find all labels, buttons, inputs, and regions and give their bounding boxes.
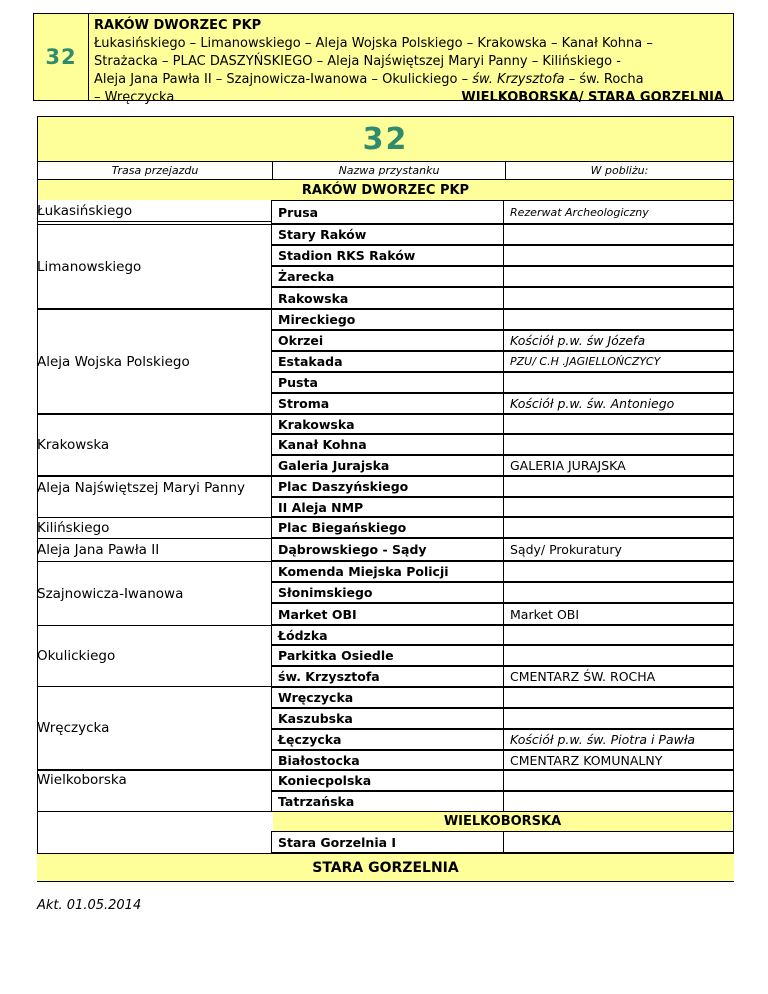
stop-stara-gorzelnia: Stara Gorzelnia I — [271, 831, 504, 853]
stop-nearby: Rezerwat Archeologiczny — [504, 200, 734, 224]
stop-name: Estakada — [271, 351, 504, 372]
stop-nearby — [504, 561, 734, 582]
stop-name: Stary Raków — [271, 224, 504, 245]
stop-name: św. Krzysztofa — [271, 666, 504, 687]
stop-nearby — [504, 372, 734, 393]
stop-name: Wręczycka — [271, 687, 504, 708]
header-route-line-1: Łukasińskiego – Limanowskiego – Aleja Wojska Polskiego – Krakowska – Kanał Kohna – — [94, 36, 653, 51]
route-limanowskiego: Limanowskiego — [37, 224, 271, 309]
start-terminal: RAKÓW DWORZEC PKP — [38, 179, 733, 200]
stop-name: Market OBI — [271, 603, 504, 625]
stop-name: Okrzei — [271, 330, 504, 351]
stop-nearby: Kościół p.w. św Józefa — [504, 330, 734, 351]
route-okulickiego: Okulickiego — [37, 625, 271, 687]
stop-nearby — [504, 770, 734, 791]
header-line-number: 32 — [34, 14, 89, 100]
header-route-line-3c: – św. Rocha — [564, 72, 644, 87]
stop-nearby — [504, 687, 734, 708]
stop-name: Koniecpolska — [271, 770, 504, 791]
end-terminal: STARA GORZELNIA — [37, 853, 734, 881]
header-route-last: – Wręczycka — [94, 90, 175, 105]
stop-name: Żarecka — [271, 266, 504, 287]
wielkoborska-terminal: WIELKOBORSKA — [273, 812, 732, 831]
stop-name: Łódzka — [271, 625, 504, 645]
stop-nearby: Kościół p.w. św. Antoniego — [504, 393, 734, 414]
stop-name: Rakowska — [271, 287, 504, 309]
stop-nearby: CMENTARZ ŚW. ROCHA — [504, 666, 734, 687]
stop-nearby — [504, 582, 734, 603]
header-route-line-3a: Aleja Jana Pawła II – Szajnowicza-Iwanowa – Okulickiego – — [94, 72, 473, 87]
stop-name: Plac Biegańskiego — [271, 517, 504, 538]
stop-nearby: Kościół p.w. św. Piotra i Pawła — [504, 729, 734, 750]
stop-name: Prusa — [271, 200, 504, 224]
stop-name: Łęczycka — [271, 729, 504, 750]
stop-name: II Aleja NMP — [271, 497, 504, 517]
stop-nearby — [504, 414, 734, 434]
stop-nearby — [504, 266, 734, 287]
stop-nearby — [504, 476, 734, 497]
stop-nearby: Market OBI — [504, 603, 734, 625]
header-title: RAKÓW DWORZEC PKP — [94, 18, 262, 33]
stop-nearby — [504, 708, 734, 729]
route-wreczycka: Wręczycka — [37, 687, 271, 770]
stop-nearby — [504, 497, 734, 517]
nearby-stara-gorzelnia — [504, 831, 734, 853]
stop-nearby — [504, 434, 734, 455]
column-header-route: Trasa przejazdu — [38, 161, 272, 179]
stop-name: Stroma — [271, 393, 504, 414]
stop-name: Komenda Miejska Policji — [271, 561, 504, 582]
route-szajnowicza: Szajnowicza-Iwanowa — [37, 561, 271, 625]
stop-nearby — [504, 309, 734, 330]
header-route-line-4 — [94, 89, 728, 107]
route-nmp: Aleja Najświętszej Maryi Panny — [37, 476, 271, 498]
route-jana-pawla: Aleja Jana Pawła II — [37, 538, 271, 561]
table-line-number: 32 — [38, 117, 733, 161]
stop-nearby — [504, 224, 734, 245]
stop-name: Galeria Jurajska — [271, 455, 504, 476]
stop-name: Tatrzańska — [271, 791, 504, 812]
header-text — [89, 14, 733, 105]
stop-nearby — [504, 245, 734, 266]
stop-nearby: CMENTARZ KOMUNALNY — [504, 750, 734, 770]
stop-name: Krakowska — [271, 414, 504, 434]
stop-name: Białostocka — [271, 750, 504, 770]
route-krakowska: Krakowska — [37, 414, 271, 476]
stop-nearby: PZU/ C.H .JAGIELLOŃCZYCY — [504, 351, 734, 372]
stop-name: Parkitka Osiedle — [271, 645, 504, 666]
header-route-line-2: Strażacka – PLAC DASZYŃSKIEGO – Aleja Najświętszej Maryi Panny – Kilińskiego - — [94, 54, 621, 69]
stop-name: Plac Daszyńskiego — [271, 476, 504, 497]
stop-nearby: Sądy/ Prokuratury — [504, 538, 734, 561]
stop-name: Kaszubska — [271, 708, 504, 729]
stop-name: Kanał Kohna — [271, 434, 504, 455]
stop-nearby — [504, 287, 734, 309]
route-header — [33, 13, 734, 105]
stop-name: Słonimskiego — [271, 582, 504, 603]
stop-nearby — [504, 517, 734, 538]
stop-nearby — [504, 791, 734, 812]
route-wielkoborska: Wielkoborska — [37, 770, 271, 812]
stop-name: Dąbrowskiego - Sądy — [271, 538, 504, 561]
stop-nearby — [504, 625, 734, 645]
column-header-nearby: W pobliżu: — [505, 161, 733, 179]
update-date: Akt. 01.05.2014 — [37, 898, 142, 913]
stop-name: Mireckiego — [271, 309, 504, 330]
header-route-line-3 — [94, 71, 728, 89]
route-wojska-polskiego: Aleja Wojska Polskiego — [37, 309, 271, 414]
header-route-line-3b: św. Krzysztofa — [472, 72, 565, 87]
column-header-stop: Nazwa przystanku — [272, 161, 505, 179]
stop-name: Stadion RKS Raków — [271, 245, 504, 266]
stop-nearby — [504, 645, 734, 666]
stop-nearby: GALERIA JURAJSKA — [504, 455, 734, 476]
header-destination: WIELKOBORSKA/ STARA GORZELNIA — [461, 90, 724, 105]
route-lukasinskiego: Łukasińskiego — [37, 200, 271, 222]
route-kilinskiego: Kilińskiego — [37, 517, 271, 538]
stop-name: Pusta — [271, 372, 504, 393]
